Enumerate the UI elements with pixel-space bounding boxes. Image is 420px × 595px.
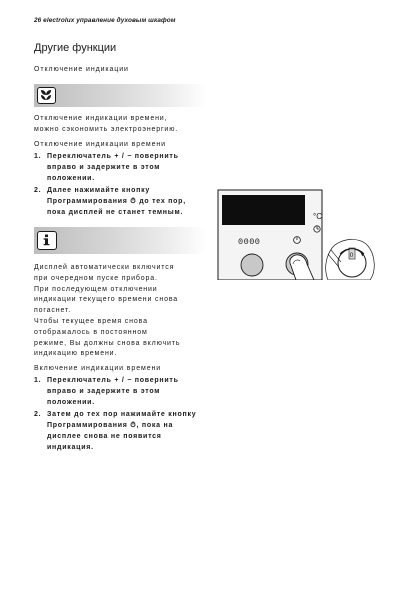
note-band-info <box>34 227 206 254</box>
energy-note <box>34 114 212 136</box>
step-line: вправо и задержите в этом <box>47 163 161 171</box>
info-line: индикации текущего времени снова <box>34 296 179 304</box>
step-line: пока дисплей не станет темным. <box>47 208 184 216</box>
step-item <box>34 410 212 453</box>
page-title: Другие функции <box>34 42 117 54</box>
step-line: Программирования ⏱ до тех пор, <box>47 198 186 206</box>
info-line: индикацию времени. <box>34 350 118 358</box>
step-item <box>34 186 212 218</box>
step-line: индикация. <box>47 443 94 451</box>
step-line: дисплее снова не появится <box>47 432 162 440</box>
eco-leaf-icon <box>37 87 56 104</box>
celsius-label: °C <box>313 212 322 221</box>
oven-display <box>222 195 305 225</box>
step-line: Переключатель + / − повернить <box>47 377 179 384</box>
note-band-energy <box>34 84 206 107</box>
switch-on-heading: Включение индикации времени <box>34 365 162 372</box>
step-number: 2. <box>34 411 42 419</box>
step-line: Затем до тех пор нажимайте кнопку <box>47 411 197 419</box>
step-line: вправо и задержите в этом <box>47 387 161 395</box>
left-button <box>241 254 263 276</box>
info-line: отображалось в постоянном <box>34 328 148 336</box>
step-number: 1. <box>34 153 42 160</box>
step-number: 2. <box>34 187 42 195</box>
switch-on-steps <box>34 376 212 454</box>
info-line: погаснет. <box>34 307 72 315</box>
control-panel-illustration <box>210 180 385 280</box>
step-line: Переключатель + / − повернить <box>47 153 179 160</box>
knob-zero-mark: 0 <box>349 252 354 259</box>
energy-note-line: можно сэкономить электроэнергию. <box>34 125 179 133</box>
step-number: 1. <box>34 377 42 384</box>
step-line: Программирования ⏱, пока на <box>47 422 174 430</box>
info-icon <box>37 231 57 250</box>
info-line: при очередном пуске прибора. <box>34 274 158 282</box>
info-line: Чтобы текущее время снова <box>34 317 148 325</box>
step-line: Далее нажимайте кнопку <box>47 187 151 195</box>
step-item <box>34 152 212 184</box>
info-line: режиме, Вы должны снова включить <box>34 339 181 347</box>
switch-off-steps <box>34 152 212 219</box>
step-line: положении. <box>47 398 95 406</box>
info-text <box>34 263 212 360</box>
section-heading-display-off: Отключение индикации <box>34 66 129 73</box>
page-header: 26 electrolux управление духовым шкафом <box>34 17 176 24</box>
energy-note-line: Отключение индикации времени, <box>34 115 168 122</box>
step-item <box>34 376 212 408</box>
info-line: При последующем отключении <box>34 285 158 293</box>
step-line: положении. <box>47 174 95 182</box>
switch-off-heading: Отключение индикации времени <box>34 141 166 148</box>
info-line: Дисплей автоматически включится <box>34 264 175 271</box>
display-digits-label: 0000 <box>238 237 261 247</box>
